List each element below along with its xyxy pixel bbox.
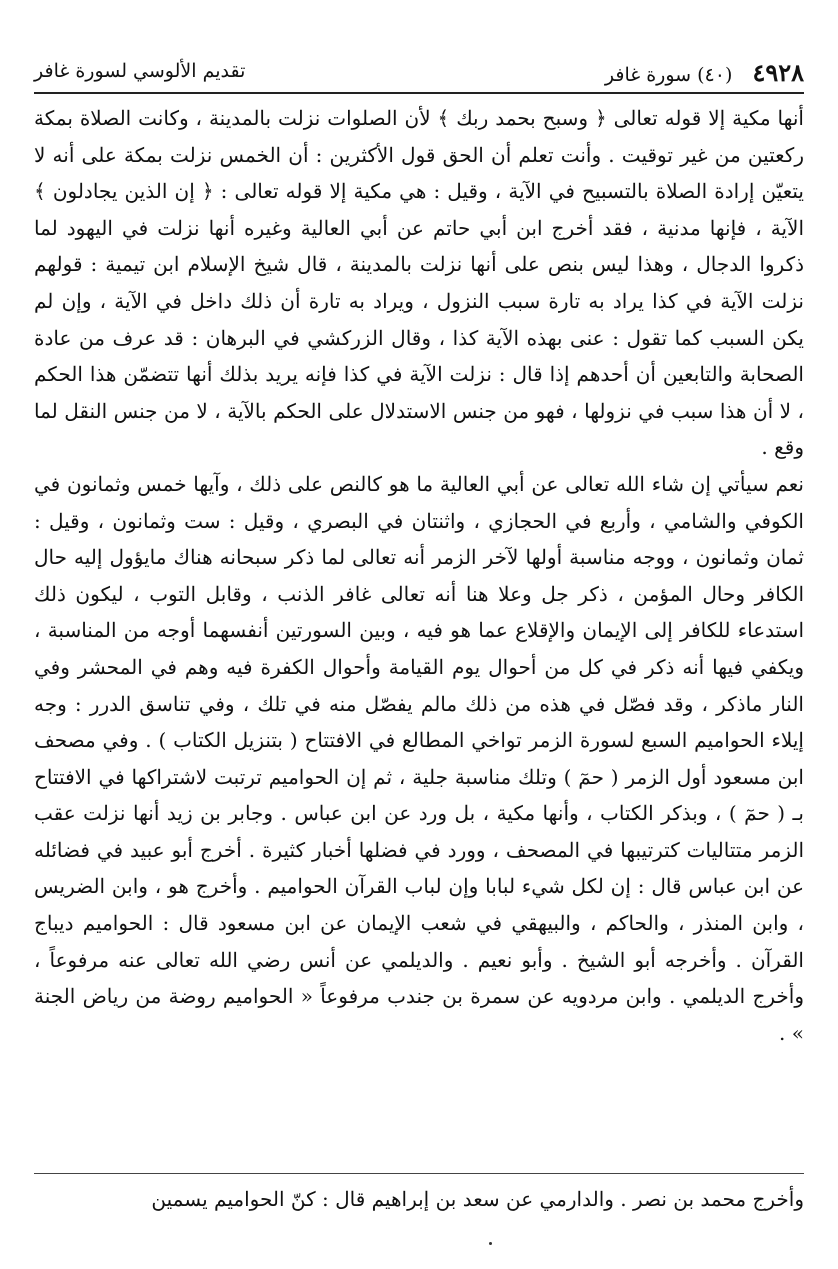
paragraph-2: نعم سيأتي إن شاء الله تعالى عن أبي العالية ما هو كالنص على ذلك ، وآيها خمس وثمانون في الكوفي والشامي ، وأربع في الحجازي ، واثنتان في البصري ، وقيل : ست وثمانون ، وقيل : ثمان وثمانون ، ووجه مناسبة أولها لآخر الزمر أنه تعالى لما ذكر سبحانه هناك مايؤول إليه حال الكافر وحال المؤمن ، ذكر جل وعلا هنا أنه تعالى غافر الذنب ، وقابل التوب ، ليكون ذلك استدعاء للكافر إلى الإيمان والإقلاع عما هو فيه ، وبين السورتين أنفسهما أوجه من المناسبة ، ويكفي فيها أنه ذكر في كل من أحوال يوم القيامة وأحوال الكفرة فيه وهم في المحشر وفي النار ماذكر ، وقد فصّل في هذه من ذلك مالم يفصّل منه في تلك ، وفي تناسق الدرر : وجه إيلاء الحواميم السبع لسورة الزمر تواخي المطالع في الافتتاح ( بتنزيل الكتاب ) . وفي مصحف ابن مسعود أول الزمر ( حمٓ ) وتلك مناسبة جلية ، ثم إن الحواميم ترتبت لاشتراكها في الافتتاح بـ ( حمٓ ) ، وبذكر الكتاب ، وأنها مكية ، بل ورد عن ابن عباس . وجابر بن زيد أنها نزلت عقب الزمر متتاليات كترتيبها في المصحف ، وورد في فضلها أخبار كثيرة . أخرج أبو عبيد في فضائله عن ابن عباس قال : إن لكل شيء لبابا وإن لباب القرآن الحواميم . وأخرج هو ، وابن الضريس ، وابن المنذر ، والحاكم ، والبيهقي في شعب الإيمان عن ابن مسعود قال : الحواميم ديباج القرآن . وأخرجه أبو الشيخ . وأبو نعيم . والديلمي عن أنس رضي الله تعالى عنه مرفوعاً ، وأخرج الديلمي . وابن مردويه عن سمرة بن جندب مرفوعاً « الحواميم روضة من رياض الجنة » . — [34, 471, 804, 1045]
header-right-block — [605, 58, 804, 87]
main-text — [34, 100, 804, 1051]
header-divider — [34, 92, 804, 94]
paragraph-1: أنها مكية إلا قوله تعالى ﴿ وسبح بحمد ربك ﴾ لأن الصلوات نزلت بالمدينة ، وكانت الصلاة بمكة ركعتين من غير توقيت . وأنت تعلم أن الحق قول الأكثرين : أن الخمس نزلت بمكة على أنه لا يتعيّن إرادة الصلاة بالتسبيح في الآية ، وقيل : هي مكية إلا قوله تعالى : ﴿ إن الذين يجادلون ﴾ الآية ، فإنها مدنية ، فقد أخرج ابن أبي حاتم عن أبي العالية وغيره أنها نزلت في اليهود لما ذكروا الدجال ، وهذا ليس بنص على أنها نزلت بالمدينة ، قال شيخ الإسلام ابن تيمية : قولهم نزلت الآية في كذا يراد به تارة سبب النزول ، ويراد به تارة أن ذلك داخل في الآية ، وإن لم يكن السبب كما تقول : عنى بهذه الآية كذا ، وقال الزركشي في البرهان : قد عرف من عادة الصحابة والتابعين أن أحدهم إذا قال : نزلت الآية في كذا فإنه يريد بذلك أنها تتضمّن هذا الحكم ، لا أن هذا سبب في نزولها ، فهو من جنس الاستدلال على الحكم بالآية ، لا من جنس النقل لما وقع . — [34, 106, 804, 460]
page-header — [34, 52, 804, 92]
page-number: ٤٩٢٨ — [752, 58, 804, 87]
footnote-text: وأخرج محمد بن نصر . والدارمي عن سعد بن إبراهيم قال : كنّ الحواميم يسمين — [151, 1187, 804, 1211]
running-title: تقديم الألوسي لسورة غافر — [34, 60, 246, 82]
page-mark — [489, 1242, 492, 1245]
footnote-divider — [34, 1173, 804, 1174]
surah-label: (٤٠) سورة غافر — [604, 64, 733, 86]
